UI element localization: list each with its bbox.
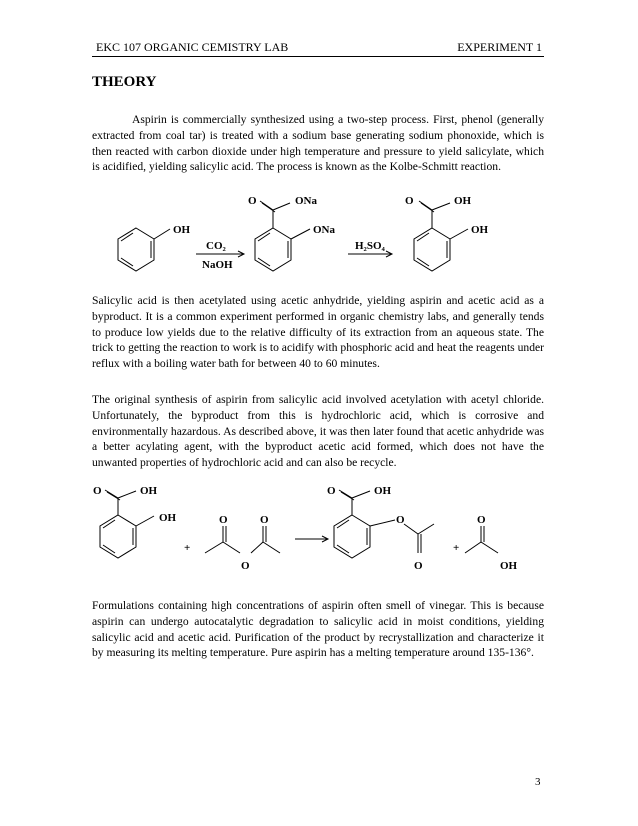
anh-o3-label: O [241,560,250,572]
paragraph-kolbe-schmitt: Aspirin is commercially synthesized using a two-step process. First, phenol (generally extracted from coal tar) is treated with a sodium base generating sodium phonoxide, which is then reacted with carbon dioxide under high temperature and pressure to yield salicylate, which is acidified, yielding salicylic acid. The process is known as the Kolbe-Schmitt reaction. [92,113,544,174]
phenol-structure [118,224,191,271]
salicylate-ona2-label: ONa [313,224,335,236]
aspirin-ester-o-label: O [396,514,405,526]
acid-oh-label: OH [454,195,472,207]
anh-o1-label: O [219,514,228,526]
reaction-arrow-3 [295,536,328,542]
plus-sign-2: + [453,542,460,554]
reagent-h2so4: H₂SO₄ [355,240,385,252]
sodium-salicylate-structure [248,195,336,271]
paragraph-degradation: Formulations containing high concentrations of aspirin often smell of vinegar. This is because aspirin can undergo autocatalytic degradation to salicylic acid in moist conditions, yielding salicylic acid and acetic acid. Purification of the product by recrystallization and characterize it by measuring its melting temperature. Pure aspirin has a melting temperature around 135-136°. [92,599,544,660]
page-number: 3 [535,776,541,788]
paragraph-acetylation: Salicylic acid is then acetylated using acetic anhydride, yielding aspirin and acetic acid as a byproduct. It is a common experiment performed in organic chemistry labs, and generally tends to produce low yields due to the relative difficulty of its extraction from an aqueous state. The trick to getting the reaction to work is to acidify with phosphoric acid and heat the reagents under reflux with a boiling water bath for between 40 to 60 minutes. [92,294,544,371]
header-experiment-label: EXPERIMENT 1 [457,40,542,54]
acetic-anhydride-structure [205,514,280,572]
sa-oh-label: OH [140,485,158,497]
aspirin-carbonyl-o-label: O [414,560,423,572]
aa-o-label: O [477,514,486,526]
plus-sign-1: + [184,542,191,554]
reagent-co2: CO₂ [206,240,226,252]
reaction-arrow-2 [348,240,392,257]
reaction-arrow-1 [196,240,244,271]
salicylic-acid-structure [405,195,489,271]
aspirin-oh-label: OH [374,485,392,497]
phenol-oh-label: OH [173,224,191,236]
aspirin-o-label: O [327,485,336,497]
salicylic-acid-reactant [93,485,177,558]
header-course-title: EKC 107 ORGANIC CEMISTRY LAB [96,40,289,54]
section-title: THEORY [92,74,157,90]
sa-o-label: O [93,485,102,497]
acid-o-label: O [405,195,414,207]
aspirin-synthesis-scheme [0,480,638,580]
aspirin-structure [327,485,434,572]
sa-oh2-label: OH [159,512,177,524]
reagent-naoh: NaOH [202,259,233,271]
acid-oh2-label: OH [471,224,489,236]
salicylate-ona-label: ONa [295,195,317,207]
acetic-acid-structure [465,514,518,572]
salicylate-o-label: O [248,195,257,207]
aa-oh-label: OH [500,560,518,572]
page-header [92,40,544,57]
anh-o2-label: O [260,514,269,526]
paragraph-original-synthesis: The original synthesis of aspirin from salicylic acid involved acetylation with acetyl chloride. Unfortunately, the byproduct from this is hydrochloric acid, which is corrosive and environmentally hazardous. As described above, it was then later found that acetic anhydride was a better acylating agent, with the byproduct acetic acid formed, which does not have the unwanted properties of hydrochloric acid and can also be recycle. [92,393,544,470]
kolbe-schmitt-scheme [0,188,638,293]
